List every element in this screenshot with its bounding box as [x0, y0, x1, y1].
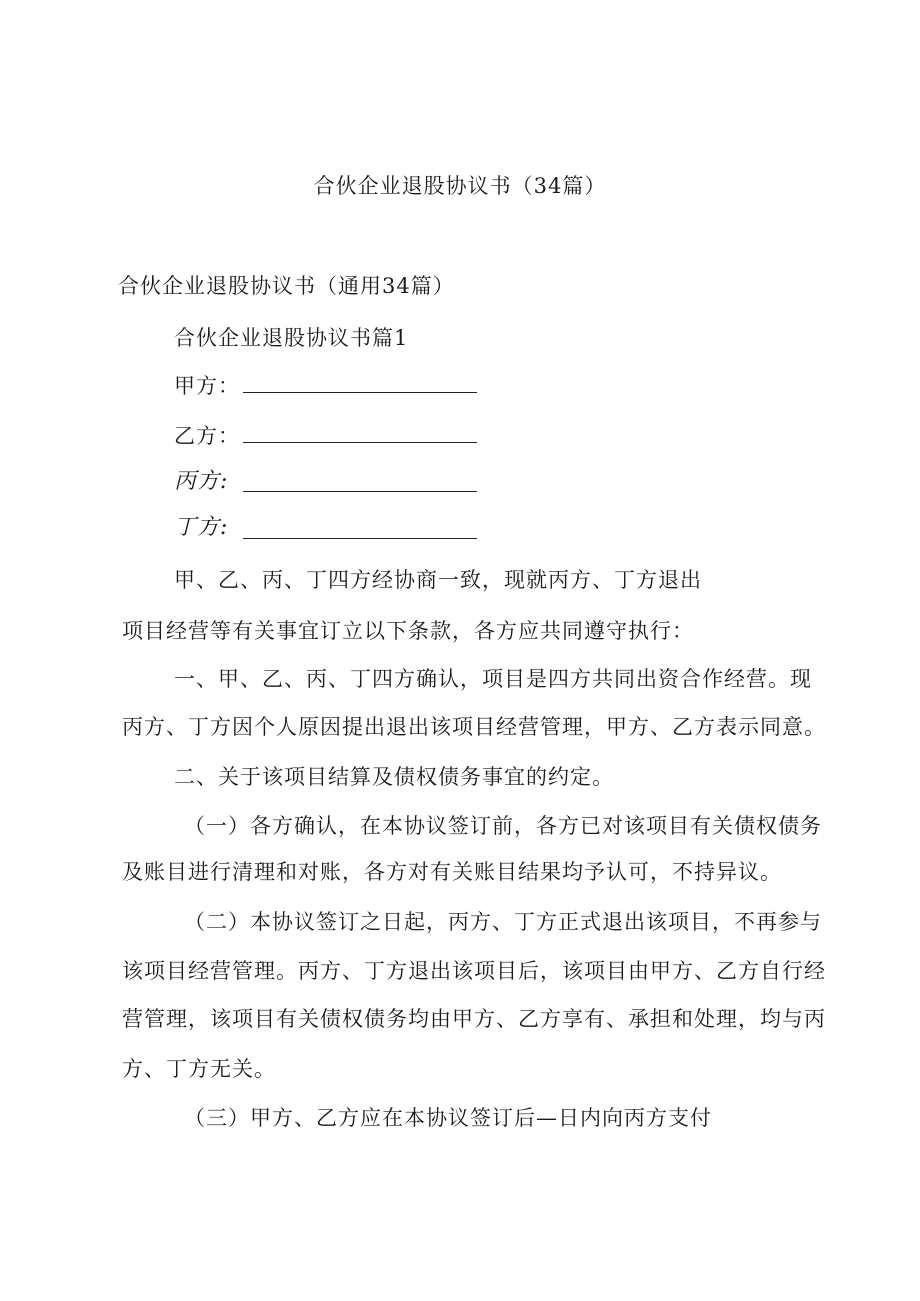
- paragraph-line: 一、甲、乙、丙、丁四方确认，项目是四方共同出资合作经营。现: [174, 667, 812, 691]
- paragraph-line: 丙方、丁方因个人原因提出退出该项目经营管理，甲方、乙方表示同意。: [122, 715, 826, 739]
- paragraph-line: 营管理，该项目有关债权债务均由甲方、乙方享有、承担和处理，均与丙: [122, 1007, 826, 1031]
- paragraph-line: （二）本协议签订之日起，丙方、丁方正式退出该项目，不再参与: [184, 910, 822, 934]
- party-c-blank[interactable]: [243, 491, 477, 492]
- paragraph-line: 甲、乙、丙、丁四方经协商一致，现就丙方、丁方退出: [174, 568, 702, 592]
- paragraph-line: （一）各方确认，在本协议签订前，各方已对该项目有关债权债务: [184, 814, 822, 838]
- party-c-label: 丙方:: [174, 469, 229, 494]
- paragraph-line: 项目经营等有关事宜订立以下条款，各方应共同遵守执行：: [122, 619, 694, 643]
- party-b-blank[interactable]: [243, 442, 477, 443]
- document-subtitle: 合伙企业退股协议书（通用34篇）: [118, 274, 455, 298]
- paragraph-line: 该项目经营管理。丙方、丁方退出该项目后，该项目由甲方、乙方自行经: [122, 959, 826, 983]
- party-a-label: 甲方：: [174, 374, 240, 398]
- document-title: 合伙企业退股协议书（34篇）: [313, 174, 607, 198]
- party-a-blank[interactable]: [243, 392, 477, 393]
- section-heading: 合伙企业退股协议书篇1: [174, 326, 409, 350]
- paragraph-line: （三）甲方、乙方应在本协议签订后—日内向丙方支付: [184, 1106, 712, 1130]
- party-d-blank[interactable]: [243, 538, 477, 539]
- paragraph-line: 方、丁方无关。: [122, 1057, 276, 1081]
- paragraph-line: 二、关于该项目结算及债权债务事宜的约定。: [174, 765, 614, 789]
- party-b-label: 乙方：: [174, 424, 240, 448]
- party-d-label: 丁方:: [174, 515, 229, 540]
- paragraph-line: 及账目进行清理和对账，各方对有关账目结果均予认可，不持异议。: [122, 860, 782, 884]
